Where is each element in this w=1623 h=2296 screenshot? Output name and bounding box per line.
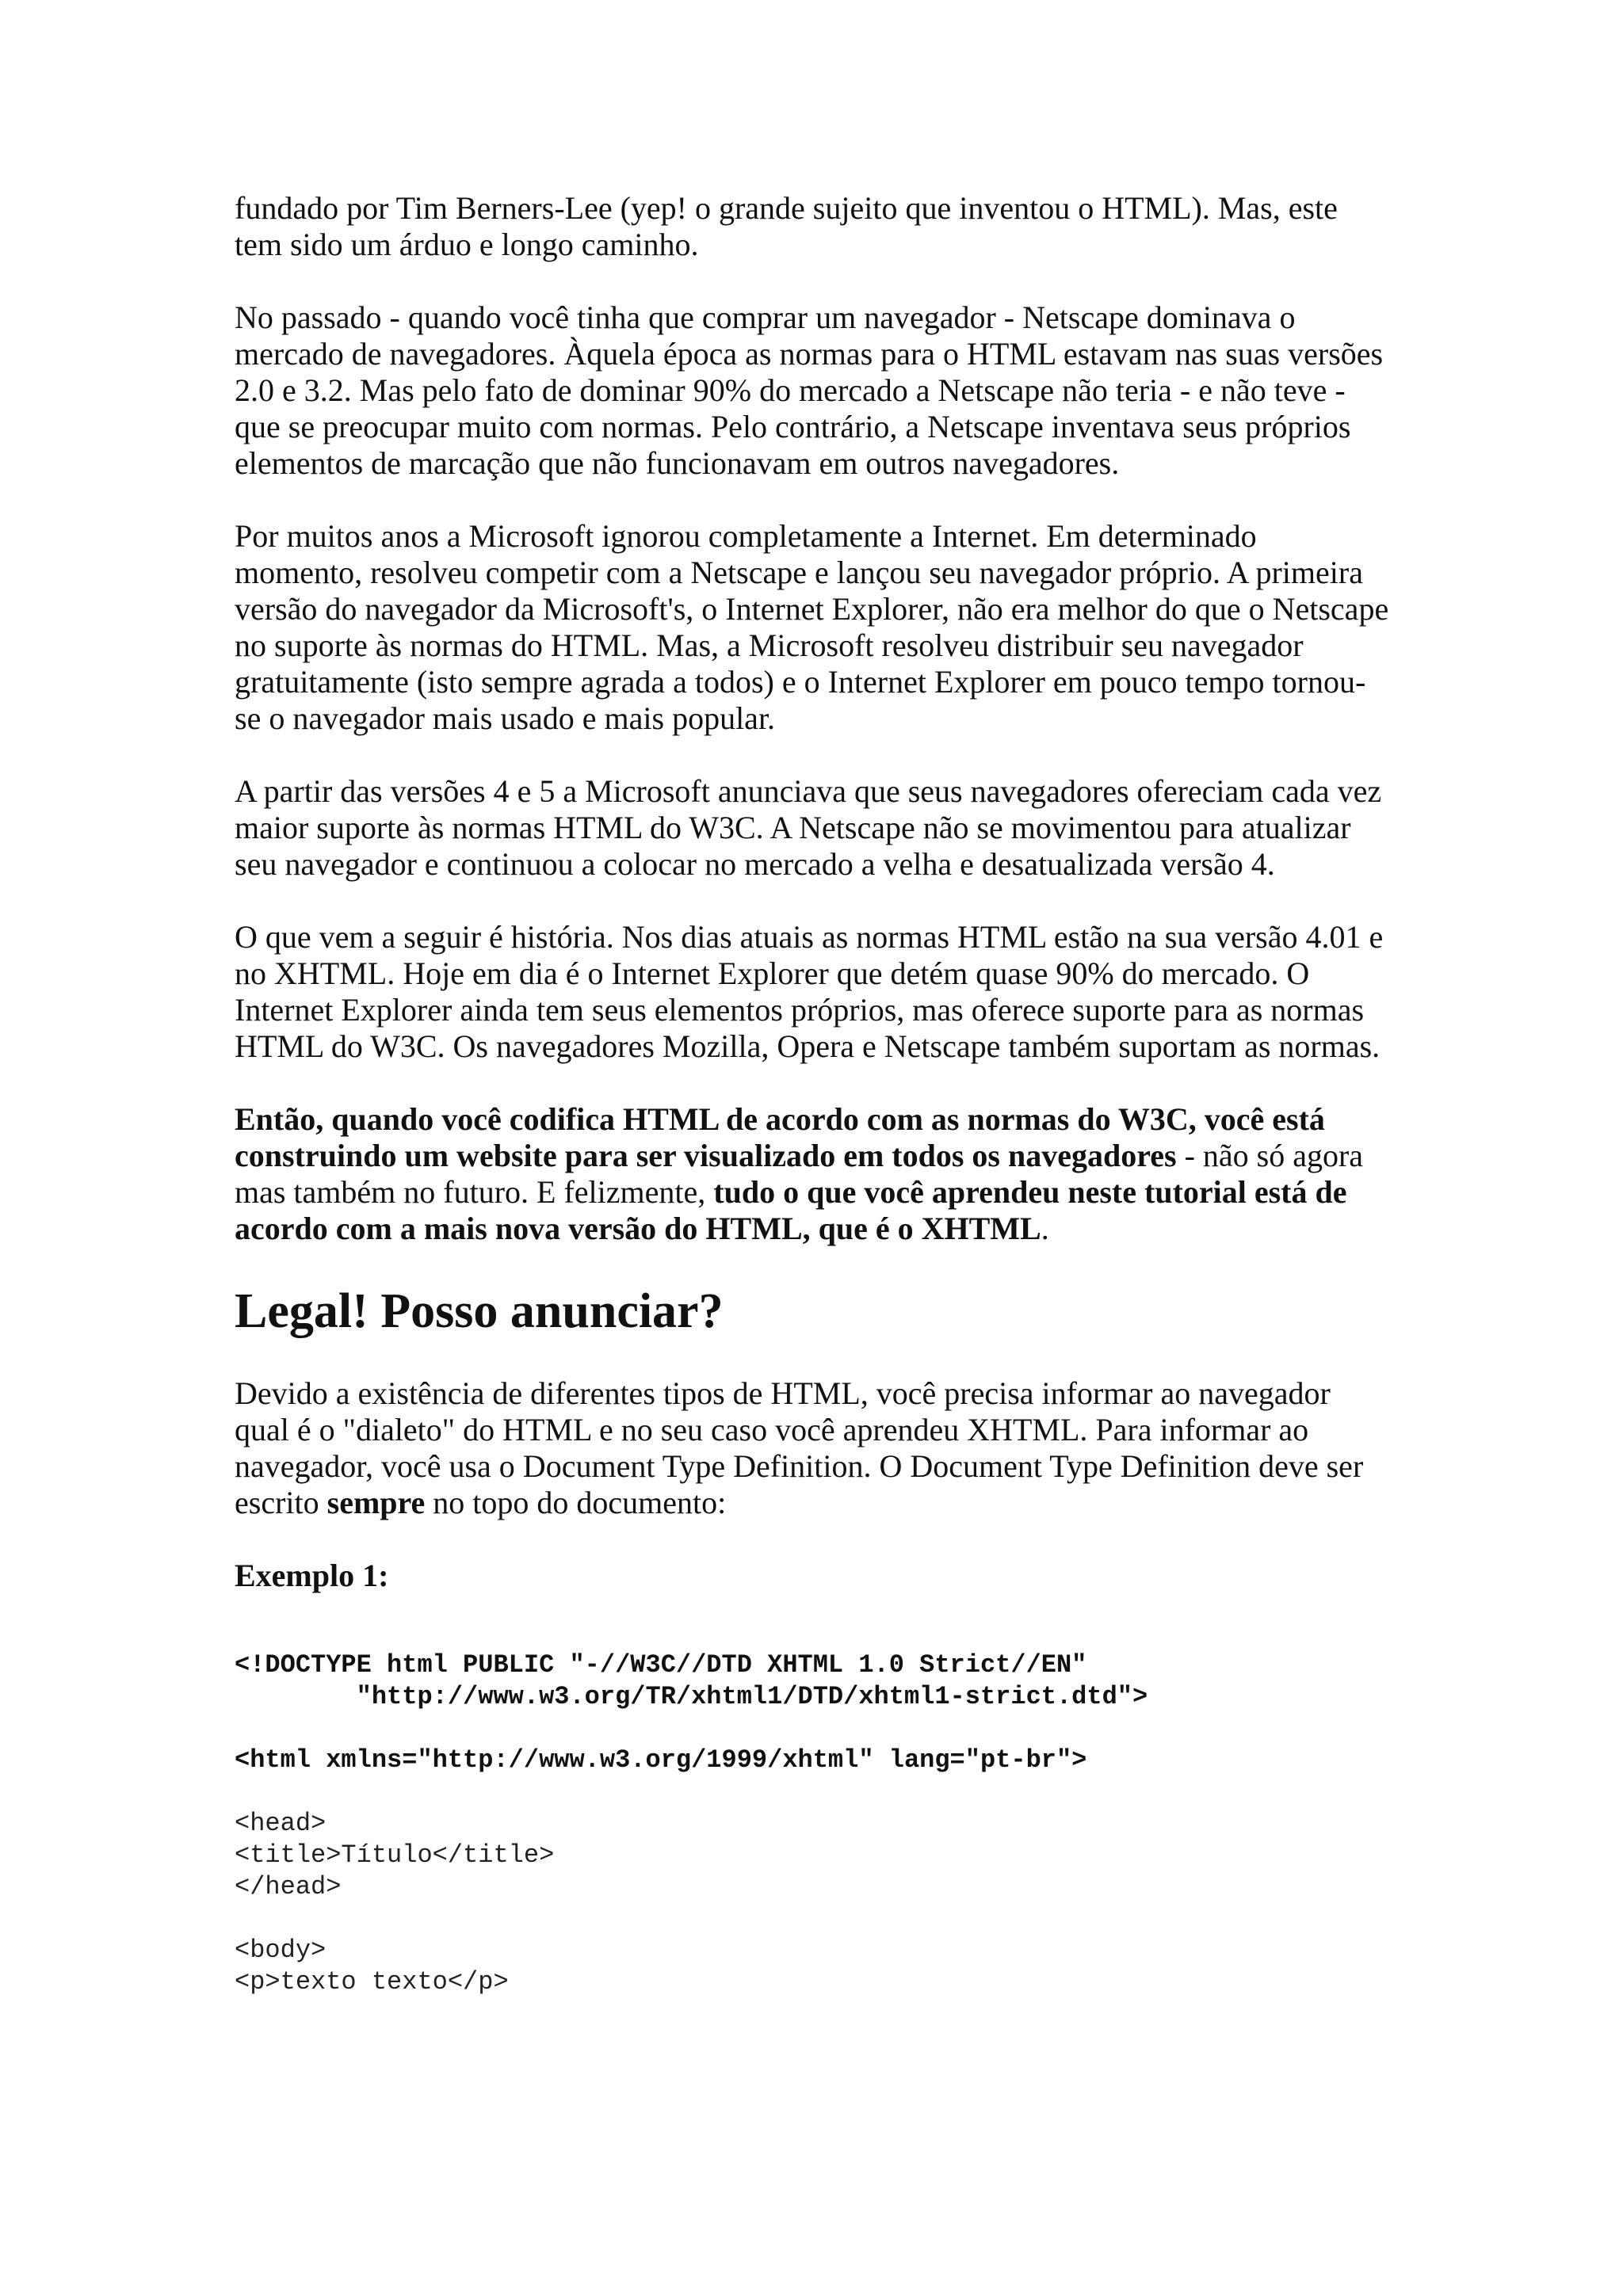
code-body-open: <body> <box>235 1936 327 1965</box>
paragraph-history: O que vem a seguir é história. Nos dias atuais as normas HTML estão na sua versão 4.01 e no XHTML. Hoje em dia é o Internet Explorer que detém quase 90% do mercado. O Internet Explorer ainda tem seus elementos próprios, mas oferece suporte para as normas HTML do W3C. Os navegadores Mozilla, Opera e Netscape também suportam as normas. <box>235 919 1384 1064</box>
code-doctype-line-1: <!DOCTYPE html PUBLIC "-//W3C//DTD XHTML 1.0 Strict//EN" <box>235 1650 1087 1680</box>
code-head-open: <head> <box>235 1809 327 1838</box>
paragraph-netscape: No passado - quando você tinha que comprar um navegador - Netscape dominava o mercado de navegadores. Àquela época as normas para o HTML estavam nas suas versões 2.0 e 3.2. Mas pelo fato de dominar 90% do mercado a Netscape não teria - e não teve - que se preocupar muito com normas. Pelo contrário, a Netscape inventava seus próprios elementos de marcação que não funcionavam em outros navegadores. <box>235 299 1384 481</box>
document-page <box>235 190 1392 1998</box>
code-html-open: <html xmlns="http://www.w3.org/1999/xhtml" lang="pt-br"> <box>235 1745 1087 1775</box>
intro-bold: sempre <box>327 1485 426 1520</box>
code-paragraph: <p>texto texto</p> <box>235 1967 509 1997</box>
code-title: <title>Título</title> <box>235 1840 555 1870</box>
example-title: Exemplo 1: <box>235 1558 389 1593</box>
emphasis-bold-2: tudo o que você aprendeu neste tutorial está de acordo com a mais nova versão do HTML, que é o XHTML <box>235 1174 1347 1246</box>
paragraph-w3c-emphasis <box>235 1101 1392 1247</box>
intro-after: no topo do documento: <box>425 1485 727 1520</box>
code-head-close: </head> <box>235 1872 342 1901</box>
paragraph-intro: fundado por Tim Berners-Lee (yep! o grande sujeito que inventou o HTML). Mas, este tem sido um árduo e longo caminho. <box>235 190 1338 262</box>
code-block <box>235 1650 1392 1998</box>
emphasis-normal-1: - não só agora mas também no futuro. E felizmente, <box>235 1138 1364 1210</box>
code-doctype-line-2: "http://www.w3.org/TR/xhtml1/DTD/xhtml1-strict.dtd"> <box>235 1682 1148 1711</box>
emphasis-end: . <box>1041 1211 1049 1246</box>
emphasis-bold-1: Então, quando você codifica HTML de acordo com as normas do W3C, você está construindo um website para ser visualizado em todos os navegadores <box>235 1101 1325 1173</box>
paragraph-versions: A partir das versões 4 e 5 a Microsoft anunciava que seus navegadores ofereciam cada vez maior suporte às normas HTML do W3C. A Netscape não se movimentou para atualizar seu navegador e continuou a colocar no mercado a velha e desatualizada versão 4. <box>235 773 1382 882</box>
intro-before: Devido a existência de diferentes tipos de HTML, você precisa informar ao navegador qual é o "dialeto" do HTML e no seu caso você aprendeu XHTML. Para informar ao navegador, você usa o Document Type Definition. O Document Type Definition deve ser escrito <box>235 1375 1364 1520</box>
section-heading: Legal! Posso anunciar? <box>235 1284 724 1338</box>
paragraph-microsoft: Por muitos anos a Microsoft ignorou completamente a Internet. Em determinado momento, resolveu competir com a Netscape e lançou seu navegador próprio. A primeira versão do navegador da Microsoft's, o Internet Explorer, não era melhor do que o Netscape no suporte às normas do HTML. Mas, a Microsoft resolveu distribuir seu navegador gratuitamente (isto sempre agrada a todos) e o Internet Explorer em pouco tempo tornou-se o navegador mais usado e mais popular. <box>235 518 1389 736</box>
paragraph-doctype-intro <box>235 1375 1392 1521</box>
